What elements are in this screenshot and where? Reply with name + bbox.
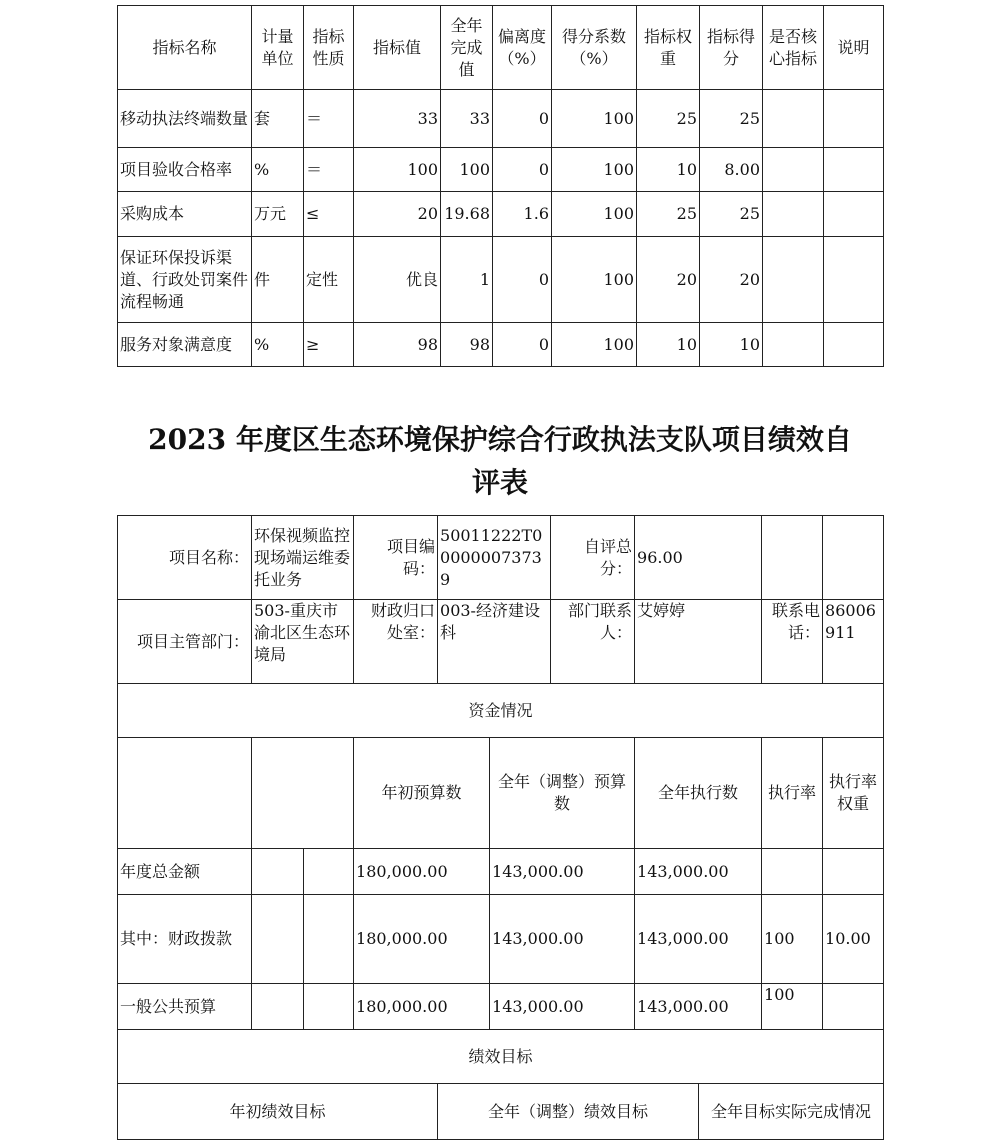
table-row	[118, 237, 884, 323]
empty-cell	[304, 895, 354, 984]
project-name-value: 环保视频监控现场端运维委托业务	[252, 516, 354, 600]
funds-rate: 100	[762, 895, 823, 984]
header-score-coef: 得分系数（%）	[552, 6, 637, 90]
phone-label: 联系电话：	[762, 600, 823, 684]
indicator-nature: 定性	[304, 237, 354, 323]
indicator-deviation: 0	[493, 148, 552, 192]
page-title-line2: 评表	[471, 466, 528, 499]
header-nature: 指标性质	[304, 6, 354, 90]
indicator-coef: 100	[552, 148, 637, 192]
funds-rate-weight	[823, 849, 884, 895]
table-row	[118, 148, 884, 192]
funds-adjusted: 143,000.00	[490, 895, 635, 984]
indicator-coef: 100	[552, 237, 637, 323]
indicator-note	[824, 237, 884, 323]
funds-header-rate-weight: 执行率权重	[823, 738, 884, 849]
page-title-line1: 2023 年度区生态环境保护综合行政执法支队项目绩效自	[148, 423, 852, 456]
indicator-nature: ≥	[304, 323, 354, 367]
indicator-score: 8.00	[700, 148, 763, 192]
indicator-coef: 100	[552, 323, 637, 367]
finance-label: 财政归口处室：	[354, 600, 438, 684]
indicator-unit: 套	[252, 90, 304, 148]
funds-section-row	[118, 684, 884, 738]
header-indicator-name: 指标名称	[118, 6, 252, 90]
indicator-deviation: 1.6	[493, 192, 552, 237]
funds-rate: 100	[762, 984, 823, 1030]
indicator-actual: 100	[441, 148, 493, 192]
goals-section-title: 绩效目标	[118, 1030, 884, 1084]
header-actual-value: 全年完成值	[441, 6, 493, 90]
empty-cell	[252, 895, 304, 984]
indicator-score: 25	[700, 90, 763, 148]
indicator-coef: 100	[552, 90, 637, 148]
indicator-weight: 25	[637, 192, 700, 237]
header-core: 是否核心指标	[763, 6, 824, 90]
indicator-name: 采购成本	[118, 192, 252, 237]
finance-value: 003-经济建设科	[438, 600, 551, 684]
project-row-2	[118, 600, 884, 684]
funds-executed: 143,000.00	[635, 984, 762, 1030]
indicator-core	[763, 237, 824, 323]
phone-value: 86006911	[823, 600, 884, 684]
table-row	[118, 192, 884, 237]
indicator-unit: 万元	[252, 192, 304, 237]
indicator-core	[763, 90, 824, 148]
contact-value: 艾婷婷	[635, 600, 762, 684]
indicator-unit: 件	[252, 237, 304, 323]
indicator-target: 98	[354, 323, 441, 367]
goals-header-actual: 全年目标实际完成情况	[699, 1084, 884, 1140]
table-row	[118, 984, 884, 1030]
self-score-value: 96.00	[635, 516, 762, 600]
table-row	[118, 90, 884, 148]
empty-cell	[823, 516, 884, 600]
funds-rate-weight: 10.00	[823, 895, 884, 984]
table-row	[118, 323, 884, 367]
indicator-note	[824, 192, 884, 237]
indicator-target: 20	[354, 192, 441, 237]
funds-header-initial: 年初预算数	[354, 738, 490, 849]
empty-cell	[252, 984, 304, 1030]
indicator-name: 保证环保投诉渠道、行政处罚案件流程畅通	[118, 237, 252, 323]
empty-cell	[304, 984, 354, 1030]
funds-header-row	[118, 738, 884, 849]
indicator-score: 25	[700, 192, 763, 237]
funds-rate	[762, 849, 823, 895]
indicator-weight: 10	[637, 148, 700, 192]
header-score: 指标得分	[700, 6, 763, 90]
indicator-name: 项目验收合格率	[118, 148, 252, 192]
indicator-weight: 10	[637, 323, 700, 367]
indicator-note	[824, 323, 884, 367]
table-row	[118, 895, 884, 984]
indicator-actual: 33	[441, 90, 493, 148]
funds-adjusted: 143,000.00	[490, 984, 635, 1030]
project-code-value: 50011222T000000073739	[438, 516, 551, 600]
indicator-deviation: 0	[493, 237, 552, 323]
empty-cell	[118, 738, 252, 849]
project-name-label: 项目名称：	[118, 516, 252, 600]
funds-header-executed: 全年执行数	[635, 738, 762, 849]
indicator-name: 服务对象满意度	[118, 323, 252, 367]
indicator-deviation: 0	[493, 90, 552, 148]
empty-cell	[252, 738, 354, 849]
header-target-value: 指标值	[354, 6, 441, 90]
indicator-actual: 19.68	[441, 192, 493, 237]
indicator-core	[763, 323, 824, 367]
empty-cell	[762, 516, 823, 600]
indicator-name: 移动执法终端数量	[118, 90, 252, 148]
indicator-nature: ≤	[304, 192, 354, 237]
project-row-1	[118, 516, 884, 600]
indicator-score: 20	[700, 237, 763, 323]
funds-header-rate: 执行率	[762, 738, 823, 849]
page-title	[0, 418, 1000, 504]
indicator-target: 100	[354, 148, 441, 192]
funds-section-title: 资金情况	[118, 684, 884, 738]
project-code-label: 项目编码：	[354, 516, 438, 600]
goals-header-initial: 年初绩效目标	[118, 1084, 438, 1140]
indicator-note	[824, 148, 884, 192]
header-note: 说明	[824, 6, 884, 90]
indicator-deviation: 0	[493, 323, 552, 367]
indicator-weight: 25	[637, 90, 700, 148]
indicator-weight: 20	[637, 237, 700, 323]
contact-label: 部门联系人：	[551, 600, 635, 684]
funds-row-label: 其中：财政拨款	[118, 895, 252, 984]
funds-initial: 180,000.00	[354, 895, 490, 984]
indicator-core	[763, 192, 824, 237]
funds-initial: 180,000.00	[354, 849, 490, 895]
funds-row-label: 一般公共预算	[118, 984, 252, 1030]
indicator-table	[117, 5, 884, 367]
funds-row-label: 年度总金额	[118, 849, 252, 895]
header-unit: 计量单位	[252, 6, 304, 90]
indicator-target: 33	[354, 90, 441, 148]
header-weight: 指标权重	[637, 6, 700, 90]
funds-adjusted: 143,000.00	[490, 849, 635, 895]
indicator-score: 10	[700, 323, 763, 367]
empty-cell	[304, 849, 354, 895]
indicator-coef: 100	[552, 192, 637, 237]
indicator-target: 优良	[354, 237, 441, 323]
goals-header-row	[118, 1084, 884, 1140]
goals-section-row	[118, 1030, 884, 1084]
funds-header-adjusted: 全年（调整）预算数	[490, 738, 635, 849]
goals-header-adjusted: 全年（调整）绩效目标	[438, 1084, 699, 1140]
funds-rate-weight	[823, 984, 884, 1030]
indicator-unit: %	[252, 323, 304, 367]
funds-executed: 143,000.00	[635, 849, 762, 895]
header-deviation: 偏离度（%）	[493, 6, 552, 90]
table-row	[118, 849, 884, 895]
self-evaluation-table	[117, 515, 884, 1140]
indicator-actual: 1	[441, 237, 493, 323]
dept-label: 项目主管部门：	[118, 600, 252, 684]
indicator-unit: %	[252, 148, 304, 192]
indicator-note	[824, 90, 884, 148]
self-score-label: 自评总分：	[551, 516, 635, 600]
dept-value: 503-重庆市渝北区生态环境局	[252, 600, 354, 684]
funds-executed: 143,000.00	[635, 895, 762, 984]
indicator-core	[763, 148, 824, 192]
indicator-nature: ＝	[304, 148, 354, 192]
indicator-header-row	[118, 6, 884, 90]
empty-cell	[252, 849, 304, 895]
funds-initial: 180,000.00	[354, 984, 490, 1030]
indicator-nature: ＝	[304, 90, 354, 148]
indicator-actual: 98	[441, 323, 493, 367]
